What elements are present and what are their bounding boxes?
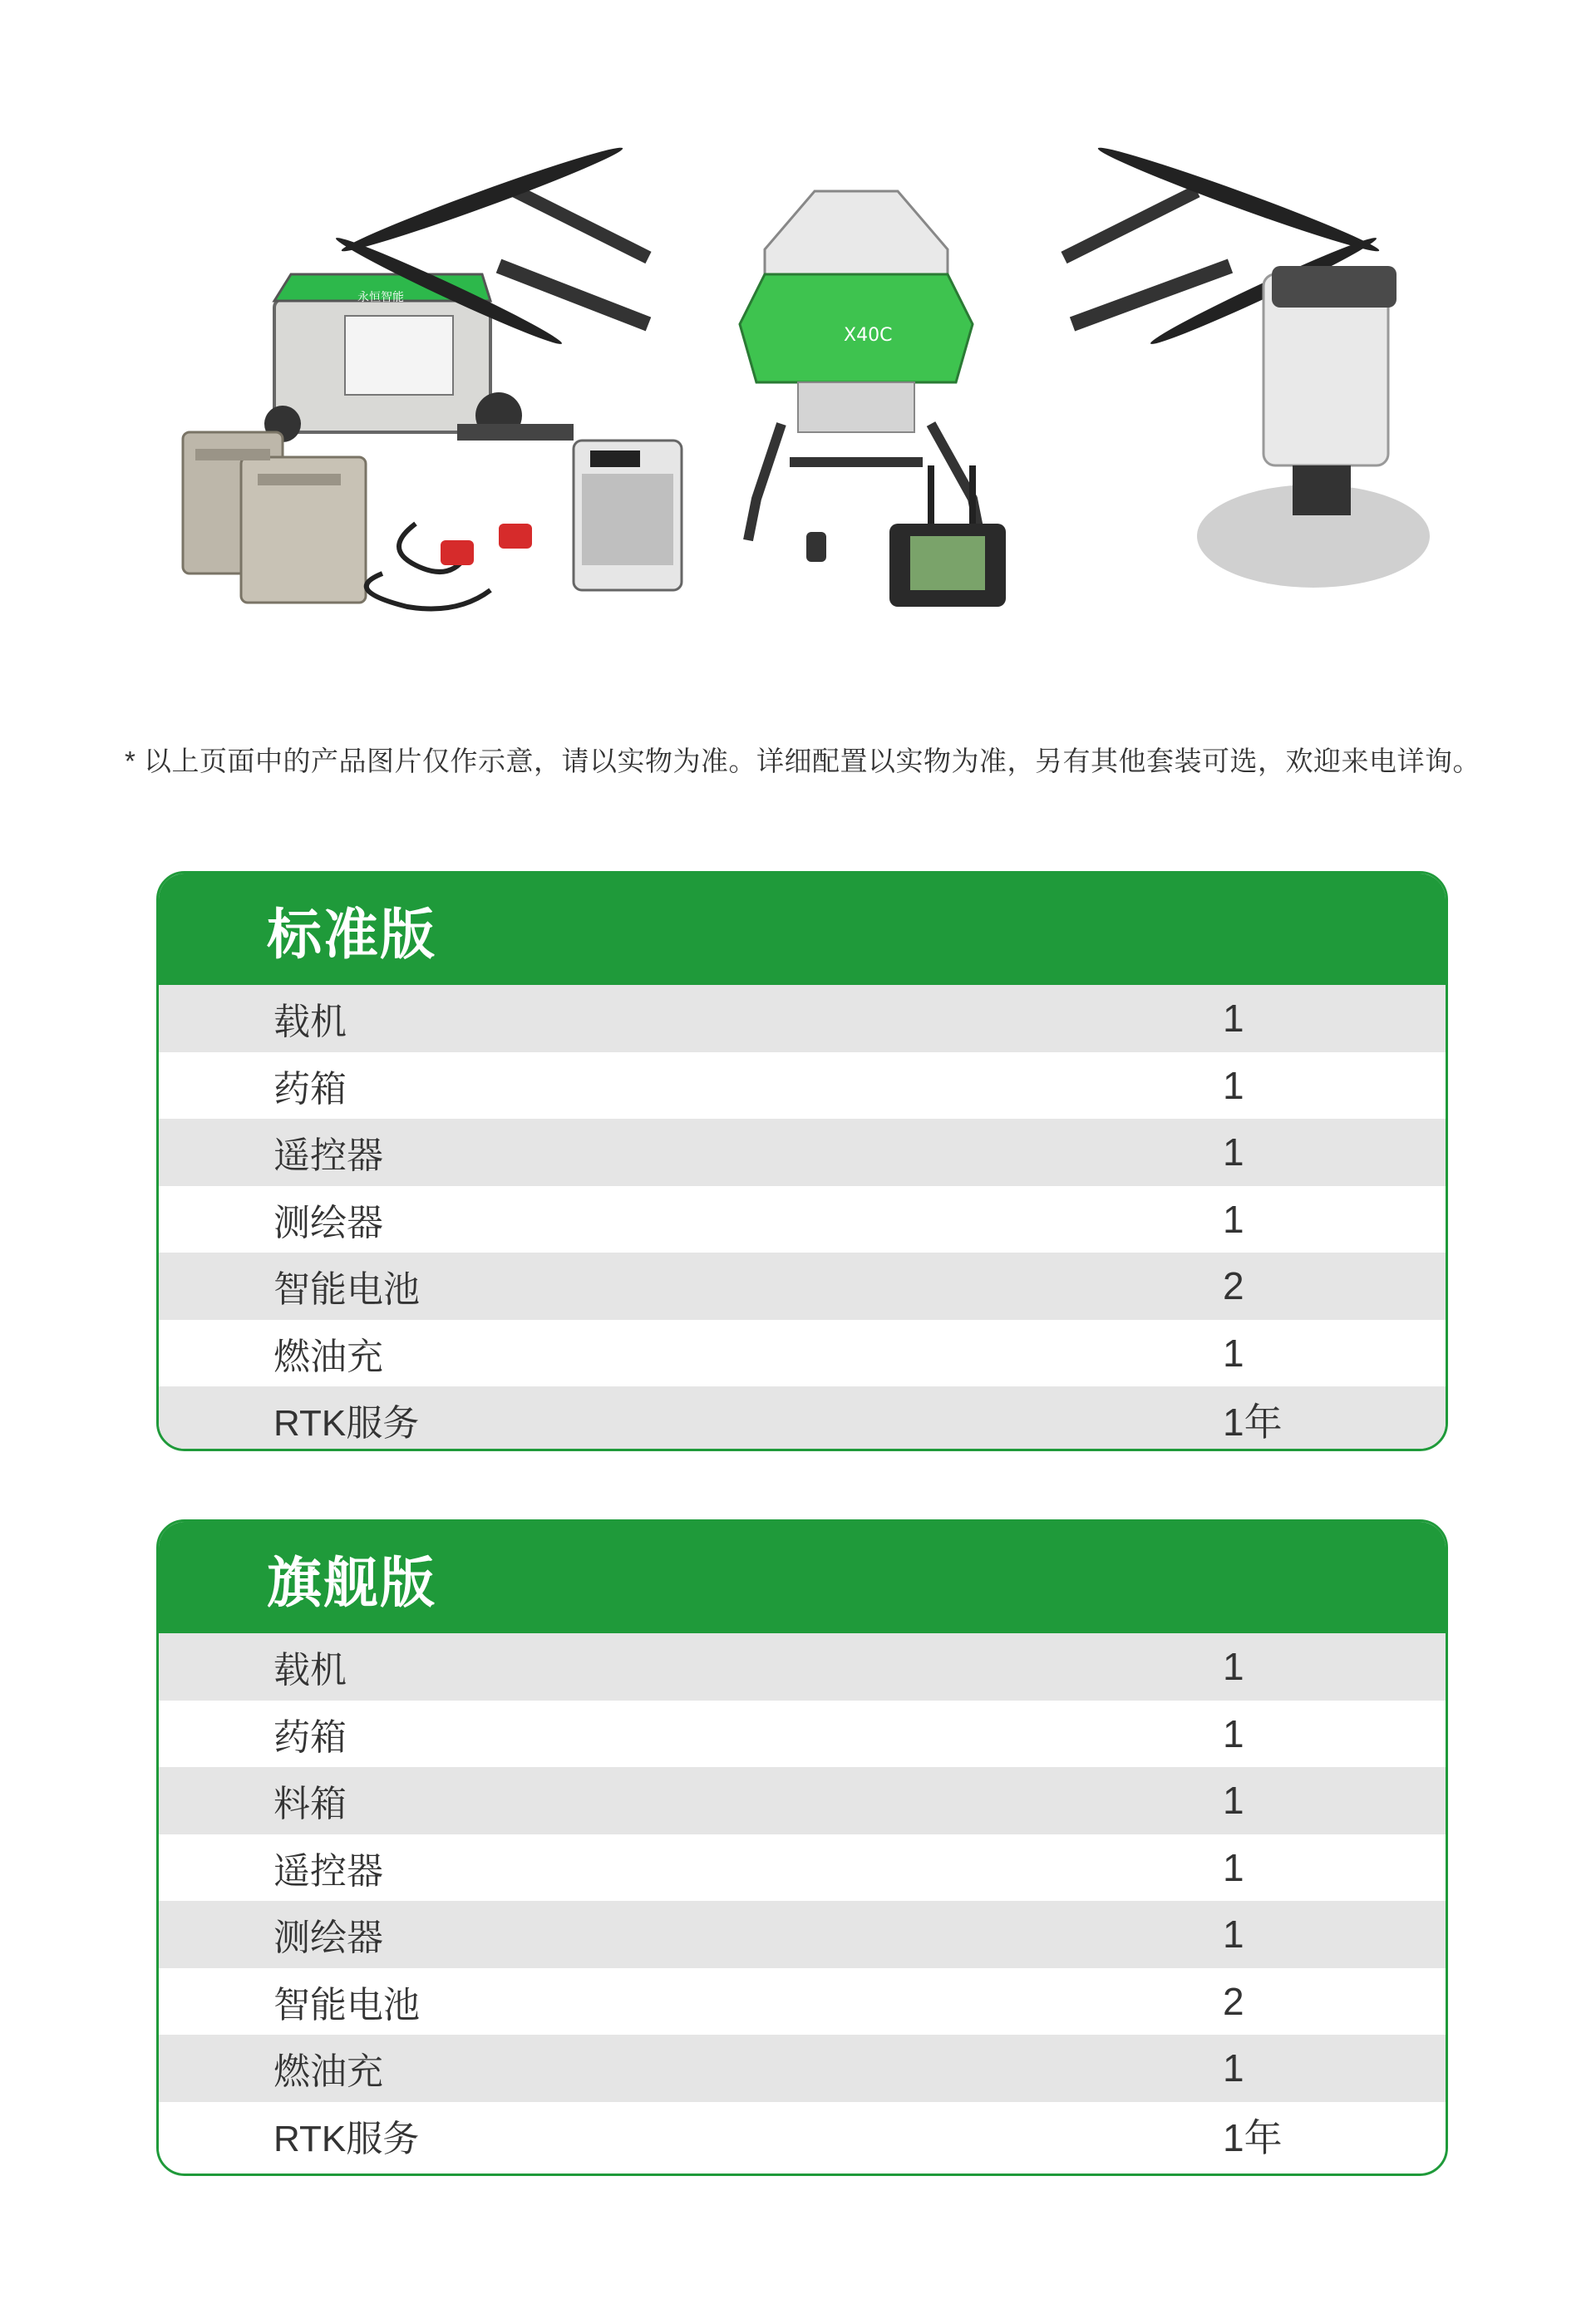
- item-quantity: 1: [1223, 1063, 1244, 1107]
- table-row: [159, 1633, 1446, 1701]
- item-name: 遥控器: [273, 1850, 383, 1892]
- item-quantity: 2: [1223, 1264, 1244, 1308]
- table-row: [159, 1968, 1446, 2036]
- item-name: 智能电池: [273, 1269, 420, 1311]
- package-title: 标准版: [159, 874, 1446, 985]
- item-name: RTK服务: [273, 1403, 420, 1445]
- package-title: 旗舰版: [159, 1522, 1446, 1633]
- table-row: [159, 1701, 1446, 1768]
- item-name: 药箱: [273, 1068, 347, 1110]
- item-name: 测绘器: [273, 1202, 383, 1243]
- table-row: [159, 1119, 1446, 1186]
- disclaimer-note: * 以上页面中的产品图片仅作示意，请以实物为准。详细配置以实物为准，另有其他套装可选，欢迎来电详询。: [125, 746, 1481, 776]
- table-row: [159, 1901, 1446, 1968]
- standard-package-table: [156, 871, 1448, 1451]
- charging-cable-illustration: [367, 524, 532, 609]
- spreader-box-illustration: [1197, 266, 1430, 588]
- table-row: [159, 1052, 1446, 1120]
- table-row: [159, 1320, 1446, 1387]
- table-row: [159, 2035, 1446, 2102]
- item-quantity: 1: [1223, 997, 1244, 1041]
- item-name: 遥控器: [273, 1135, 383, 1177]
- flagship-package-table: [156, 1519, 1448, 2176]
- item-name: 燃油充: [273, 2051, 383, 2093]
- table-row: [159, 1386, 1446, 1451]
- table-row: [159, 1767, 1446, 1834]
- table-row: [159, 1253, 1446, 1320]
- drone-model-label: X40C: [844, 325, 893, 346]
- item-quantity: 1: [1223, 1130, 1244, 1174]
- item-quantity: 1: [1223, 2046, 1244, 2090]
- remote-controller-illustration: [889, 465, 1006, 607]
- item-quantity: 1: [1223, 1645, 1244, 1689]
- item-quantity: 1: [1223, 1845, 1244, 1889]
- product-photo-illustration: [150, 108, 1496, 640]
- item-quantity: 1: [1223, 1331, 1244, 1375]
- item-quantity: 1年: [1223, 2115, 1283, 2159]
- item-quantity: 1年: [1223, 1401, 1283, 1445]
- generator-brand-label: 永恒智能: [357, 291, 404, 304]
- item-name: 测绘器: [273, 1918, 383, 1959]
- item-name: 药箱: [273, 1716, 347, 1758]
- item-name: 载机: [273, 1002, 347, 1043]
- item-quantity: 1: [1223, 1779, 1244, 1823]
- product-image: [150, 108, 1496, 640]
- item-name: 智能电池: [273, 1984, 420, 2026]
- generator-illustration: [264, 274, 574, 442]
- table-row: [159, 1834, 1446, 1902]
- item-quantity: 1: [1223, 1711, 1244, 1755]
- table-row: [159, 985, 1446, 1052]
- item-quantity: 2: [1223, 1979, 1244, 2023]
- table-row: [159, 2102, 1446, 2169]
- table-row: [159, 1186, 1446, 1253]
- item-name: 燃油充: [273, 1336, 383, 1377]
- item-name: 载机: [273, 1650, 347, 1691]
- charger-illustration: [574, 441, 682, 590]
- battery-illustration: [183, 432, 366, 603]
- item-name: RTK服务: [273, 2118, 420, 2159]
- item-quantity: 1: [1223, 1913, 1244, 1957]
- item-name: 料箱: [273, 1784, 347, 1825]
- item-quantity: 1: [1223, 1197, 1244, 1241]
